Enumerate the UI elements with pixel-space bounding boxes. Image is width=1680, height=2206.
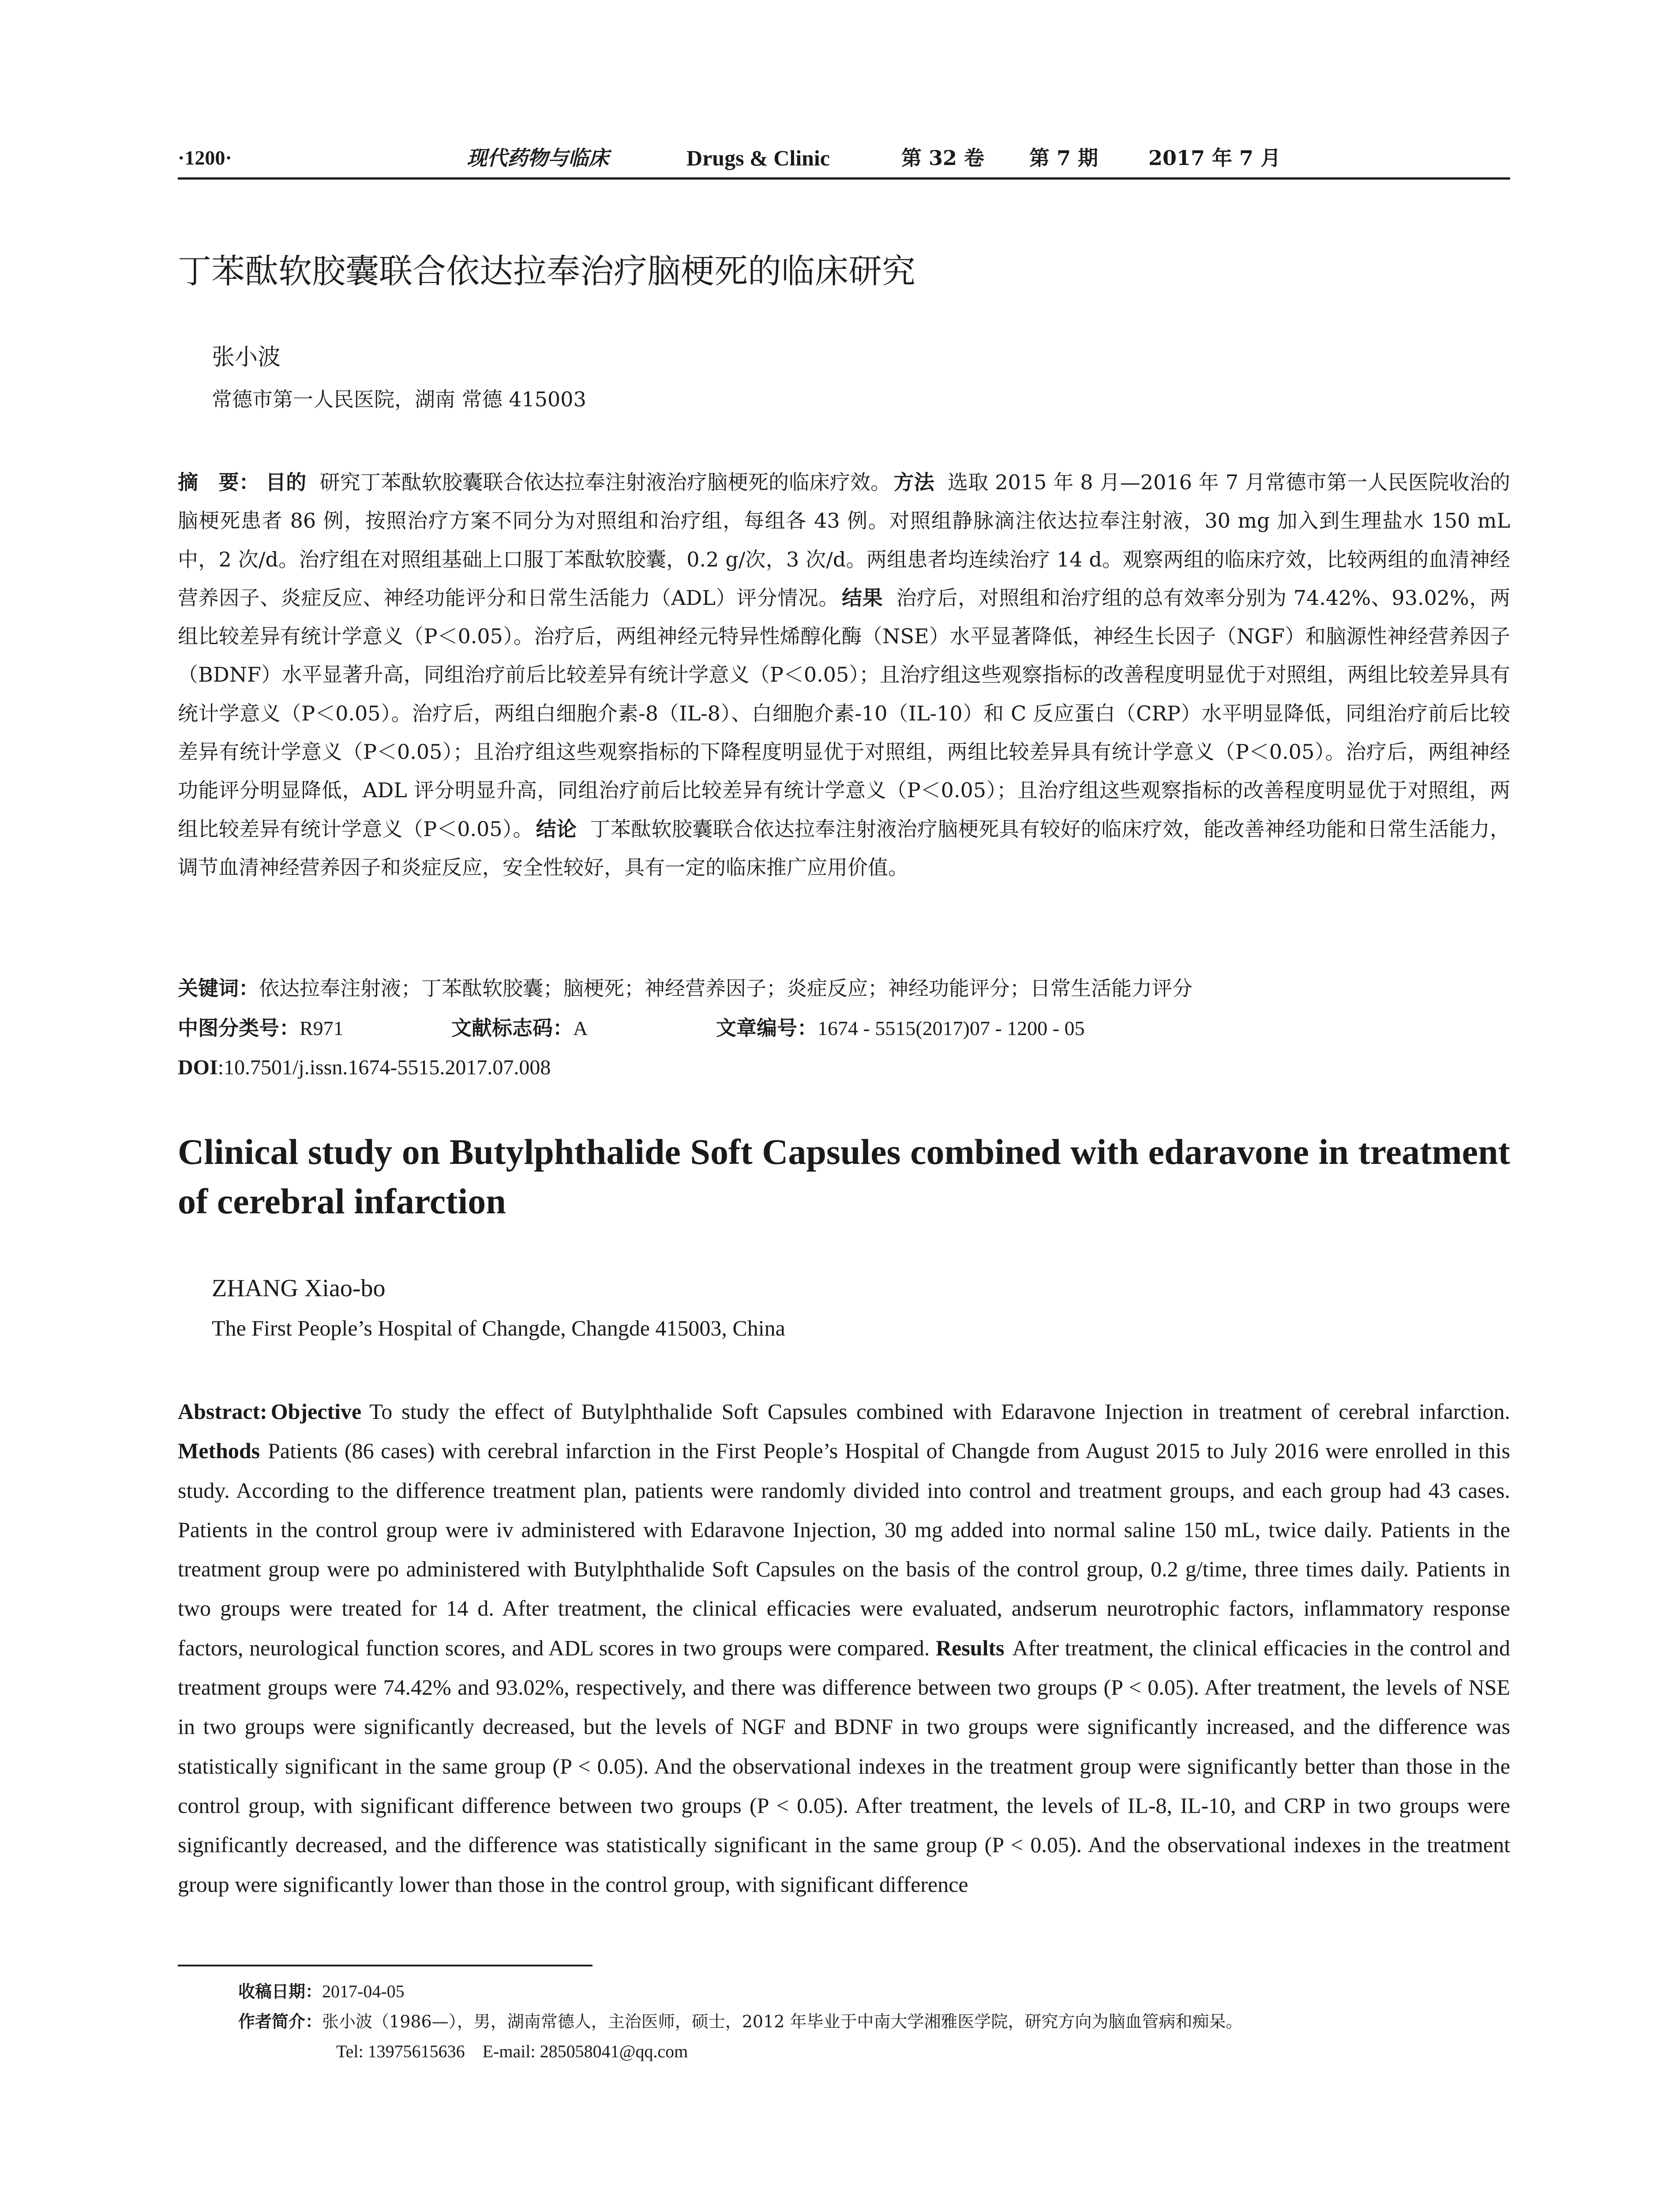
author-cn: 张小波 xyxy=(212,344,281,371)
bio-label: 作者简介： xyxy=(238,2012,322,2031)
affiliation-cn: 常德市第一人民医院，湖南 常德 415003 xyxy=(212,387,586,411)
doi-value[interactable]: :10.7501/j.issn.1674-5515.2017.07.008 xyxy=(218,1056,551,1079)
journal-name-cn: 现代药物与临床 xyxy=(467,146,609,170)
issue: 第 7 期 xyxy=(1029,146,1099,170)
page-number: ·1200· xyxy=(178,146,232,169)
volume: 第 32 卷 xyxy=(901,146,985,170)
issue-date: 2017 年 7 月 xyxy=(1148,146,1281,170)
methods-text-en: Patients (86 cases) with cerebral infarction in the First People’s Hospital of Changde from August 2015 to July 2016 were enrolled in this study. According to the difference treatment plan, patients were randomly divided into control and treatment groups, and each group had 43 cases. Patients in the control group were iv administered with Edaravone Injection, 30 mg added into normal saline 150 mL, twice daily. Patients in the treatment group were po administered with Butylphthalide Soft Capsules on the basis of the control group, 0.2 g/time, three times daily. Patients in two groups were treated for 14 d. After treatment, the clinical efficacies were evaluated, andserum neurotrophic factors, inflammatory response factors, neurological function scores, and ADL scores in two groups were compared. xyxy=(178,1438,1510,1660)
keywords-label: 关键词： xyxy=(178,976,259,1000)
conclusion-text-cn: 丁苯酞软胶囊联合依达拉奉注射液治疗脑梗死具有较好的临床疗效，能改善神经功能和日常生活能力，调节血清神经营养因子和炎症反应，安全性较好，具有一定的临床推广应用价值。 xyxy=(178,817,1511,879)
running-header xyxy=(178,140,1510,176)
clc-label: 中图分类号： xyxy=(178,1016,300,1040)
results-text-cn: 治疗后，对照组和治疗组的总有效率分别为 74.42%、93.02%，两组比较差异有统计学意义（P＜0.05）。治疗后，两组神经元特异性烯醇化酶（NSE）水平显著降低，神经生长因子（NGF）和脑源性神经营养因子（BDNF）水平显著升高，同组治疗前后比较差异有统计学意义（P＜0.05）；且治疗组这些观察指标的改善程度明显优于对照组，两组比较差异具有统计学意义（P＜0.05）。治疗后，两组白细胞介素-8（IL-8）、白细胞介素-10（IL-10）和 C 反应蛋白（CRP）水平明显降低，同组治疗前后比较差异有统计学意义（P＜0.05）；且治疗组这些观察指标的下降程度明显优于对照组，两组比较差异具有统计学意义（P＜0.05）。治疗后，两组神经功能评分明显降低，ADL 评分明显升高，同组治疗前后比较差异有统计学意义（P＜0.05）；且治疗组这些观察指标的改善程度明显优于对照组，两组比较差异有统计学意义（P＜0.05）。 xyxy=(178,585,1511,841)
keywords-cn xyxy=(178,971,1510,1006)
results-text-en: After treatment, the clinical efficacies in the control and treatment groups were 74.42% and 93.02%, respectively, and there was difference between two groups (P < 0.05). After treatment, the levels of NSE in two groups were significantly decreased, but the levels of NGF and BDNF in two groups were significantly increased, and the difference was statistically significant in the same group (P < 0.05). And the observational indexes in the treatment group were significantly better than those in the control group, with significant difference between two groups (P < 0.05). After treatment, the levels of IL-8, IL-10, and CRP in two groups were significantly decreased, and the difference was statistically significant in the same group (P < 0.05). And the observational indexes in the treatment group were significantly lower than those in the control group, with significant difference xyxy=(178,1635,1510,1897)
objective-text-cn: 研究丁苯酞软胶囊联合依达拉奉注射液治疗脑梗死的临床疗效。 xyxy=(319,470,891,494)
affiliation-en: The First People’s Hospital of Changde, Changde 415003, China xyxy=(212,1316,785,1340)
bio-text: 张小波（1986—），男，湖南常德人，主治医师，硕士，2012 年毕业于中南大学湘雅医学院，研究方向为脑血管病和痴呆。 xyxy=(322,2012,1243,2031)
methods-label-en: Methods xyxy=(178,1438,260,1463)
methods-text-cn: 选取 2015 年 8 月—2016 年 7 月常德市第一人民医院收治的脑梗死患者 86 例，按照治疗方案不同分为对照组和治疗组，每组各 43 例。对照组静脉滴注依达拉奉注射液，30 mg 加入到生理盐水 150 mL 中，2 次/d。治疗组在对照组基础上口服丁苯酞软胶囊，0.2 g/次，3 次/d。两组患者均连续治疗 14 d。观察两组的临床疗效，比较两组的血清神经营养因子、炎症反应、神经功能评分和日常生活能力（ADL）评分情况。 xyxy=(178,470,1511,610)
results-label-en: Results xyxy=(936,1635,1005,1660)
doi-label: DOI xyxy=(178,1056,218,1079)
received-label: 收稿日期： xyxy=(238,1982,322,2001)
footnote-rule xyxy=(178,1965,592,1966)
received-date-row xyxy=(238,1977,1518,2007)
objective-label-en: Objective xyxy=(270,1399,362,1424)
abstract-label-cn: 摘 要： xyxy=(178,470,259,494)
article-no: 1674 - 5515(2017)07 - 1200 - 05 xyxy=(818,1017,1085,1039)
abstract-cn xyxy=(178,463,1510,887)
keywords-text: 依达拉奉注射液；丁苯酞软胶囊；脑梗死；神经营养因子；炎症反应；神经功能评分；日常生活能力评分 xyxy=(259,976,1192,1000)
author-en: ZHANG Xiao-bo xyxy=(212,1275,386,1302)
journal-name-en: Drugs & Clinic xyxy=(686,146,830,170)
clc-code: R971 xyxy=(300,1017,344,1039)
abstract-label-en: Abstract: xyxy=(178,1399,267,1424)
article-no-label: 文章编号： xyxy=(716,1016,818,1040)
doi-row xyxy=(178,1050,1510,1085)
footnote xyxy=(238,1977,1518,2067)
paper-title-en: Clinical study on Butylphthalide Soft Capsules combined with edaravone in treatment of cerebral infarction xyxy=(178,1132,1510,1221)
objective-text-en: To study the effect of Butylphthalide Soft Capsules combined with Edaravone Injection in treatment of cerebral infarction. xyxy=(369,1399,1510,1424)
doc-code: A xyxy=(573,1017,588,1039)
abstract-en xyxy=(178,1392,1510,1904)
classification-row xyxy=(178,1010,1510,1046)
contact-row: Tel: 13975615636 E-mail: 285058041@qq.com xyxy=(336,2041,688,2061)
doc-code-label: 文献标志码： xyxy=(451,1016,573,1040)
header-rule xyxy=(178,177,1510,180)
methods-label-cn: 方法 xyxy=(893,470,934,494)
results-label-cn: 结果 xyxy=(842,585,883,610)
author-bio-row xyxy=(238,2007,1518,2037)
paper-title-cn: 丁苯酞软胶囊联合依达拉奉治疗脑梗死的临床研究 xyxy=(178,251,915,291)
received-date: 2017-04-05 xyxy=(322,1981,405,2001)
conclusion-label-cn: 结论 xyxy=(536,817,577,841)
objective-label-cn: 目的 xyxy=(266,470,307,494)
